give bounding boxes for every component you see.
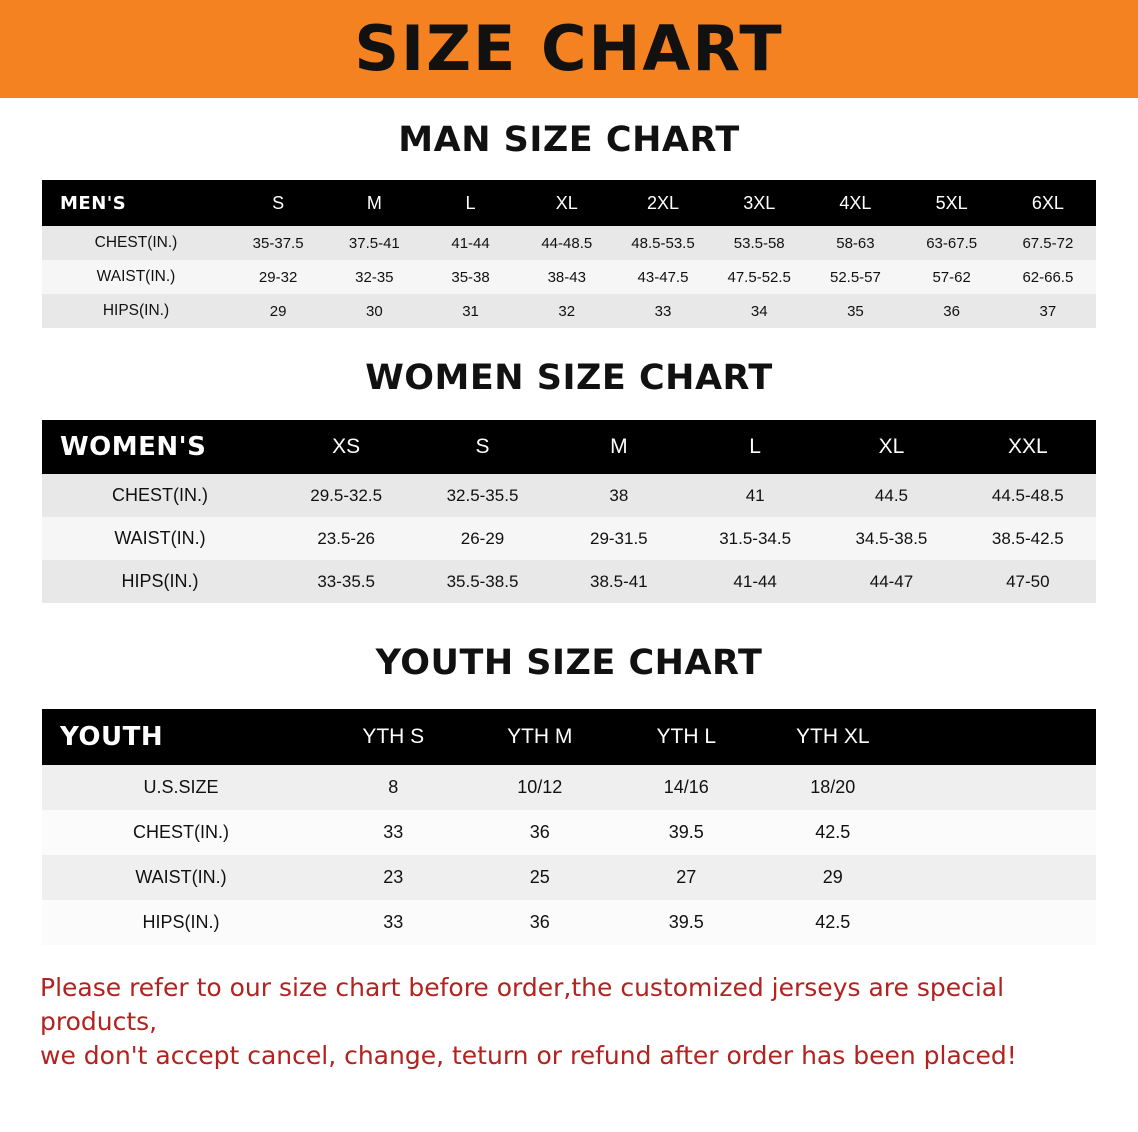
cell-empty: [906, 810, 1096, 855]
youth-section-heading: YOUTH SIZE CHART: [375, 643, 763, 683]
cell: 14/16: [613, 765, 760, 810]
women-table-wrapper: [42, 420, 1096, 603]
cell: 44-48.5: [519, 226, 615, 260]
cell: 58-63: [807, 226, 903, 260]
table-row: [42, 810, 1096, 855]
table-row: [42, 260, 1096, 294]
youth-table-body: [42, 765, 1096, 945]
man-section-heading: MAN SIZE CHART: [398, 120, 740, 160]
table-header-row: [42, 180, 1096, 226]
row-label: HIPS(IN.): [42, 560, 278, 603]
row-label: CHEST(IN.): [42, 226, 230, 260]
cell: 44.5-48.5: [960, 474, 1096, 517]
table-row: [42, 517, 1096, 560]
cell: 44-47: [823, 560, 959, 603]
cell-empty: [906, 855, 1096, 900]
cell: 48.5-53.5: [615, 226, 711, 260]
cell: 37: [1000, 294, 1096, 328]
cell: 35-37.5: [230, 226, 326, 260]
cell: 38.5-41: [551, 560, 687, 603]
cell: 32: [519, 294, 615, 328]
cell: 41-44: [687, 560, 823, 603]
table-header-row: [42, 420, 1096, 474]
cell: 36: [467, 810, 614, 855]
cell: 33-35.5: [278, 560, 414, 603]
man-col-header: L: [422, 180, 518, 226]
women-table-head: [42, 420, 1096, 474]
cell: 52.5-57: [807, 260, 903, 294]
cell: 29: [230, 294, 326, 328]
cell: 25: [467, 855, 614, 900]
cell: 32-35: [326, 260, 422, 294]
women-col-header: L: [687, 420, 823, 474]
man-col-header: 3XL: [711, 180, 807, 226]
man-col-header: XL: [519, 180, 615, 226]
youth-col-header: YTH XL: [760, 709, 907, 765]
cell: 41: [687, 474, 823, 517]
youth-col-header: YTH S: [320, 709, 467, 765]
table-row: [42, 765, 1096, 810]
cell: 41-44: [422, 226, 518, 260]
row-label: HIPS(IN.): [42, 294, 230, 328]
women-col-header: XS: [278, 420, 414, 474]
cell: 32.5-35.5: [414, 474, 550, 517]
disclaimer-line-1: Please refer to our size chart before order,the customized jerseys are special products,: [40, 973, 1005, 1036]
cell: 35.5-38.5: [414, 560, 550, 603]
table-row: [42, 560, 1096, 603]
cell: 63-67.5: [904, 226, 1000, 260]
page-title: SIZE CHART: [354, 12, 784, 85]
youth-size-table: [42, 709, 1096, 945]
cell: 36: [467, 900, 614, 945]
women-col-header: XL: [823, 420, 959, 474]
man-col-header: 6XL: [1000, 180, 1096, 226]
man-table-body: [42, 226, 1096, 328]
cell: 33: [615, 294, 711, 328]
cell: 35: [807, 294, 903, 328]
cell: 42.5: [760, 810, 907, 855]
cell: 39.5: [613, 810, 760, 855]
cell: 35-38: [422, 260, 518, 294]
women-col-header: S: [414, 420, 550, 474]
cell: 47.5-52.5: [711, 260, 807, 294]
women-table-body: [42, 474, 1096, 603]
man-col-header: M: [326, 180, 422, 226]
women-col-header: M: [551, 420, 687, 474]
cell: 44.5: [823, 474, 959, 517]
man-col-header: 4XL: [807, 180, 903, 226]
row-label: WAIST(IN.): [42, 260, 230, 294]
row-label: CHEST(IN.): [42, 810, 320, 855]
row-label: WAIST(IN.): [42, 517, 278, 560]
cell: 23: [320, 855, 467, 900]
row-label: U.S.SIZE: [42, 765, 320, 810]
disclaimer-line-2: we don't accept cancel, change, teturn or refund after order has been placed!: [40, 1040, 1017, 1070]
row-label: CHEST(IN.): [42, 474, 278, 517]
cell: 34: [711, 294, 807, 328]
cell: 33: [320, 900, 467, 945]
cell: 38.5-42.5: [960, 517, 1096, 560]
man-table-wrapper: [42, 180, 1096, 328]
cell-empty: [906, 765, 1096, 810]
women-col-header: XXL: [960, 420, 1096, 474]
table-row: [42, 294, 1096, 328]
cell: 62-66.5: [1000, 260, 1096, 294]
cell: 33: [320, 810, 467, 855]
women-size-table: [42, 420, 1096, 603]
cell: 39.5: [613, 900, 760, 945]
man-col-header: 2XL: [615, 180, 711, 226]
cell: 23.5-26: [278, 517, 414, 560]
cell: 29-32: [230, 260, 326, 294]
youth-table-wrapper: [42, 709, 1096, 945]
cell: 29.5-32.5: [278, 474, 414, 517]
cell: 67.5-72: [1000, 226, 1096, 260]
cell: 36: [904, 294, 1000, 328]
cell: 53.5-58: [711, 226, 807, 260]
women-corner-label: WOMEN'S: [42, 420, 278, 474]
cell: 31.5-34.5: [687, 517, 823, 560]
cell: 26-29: [414, 517, 550, 560]
cell: 29-31.5: [551, 517, 687, 560]
cell: 30: [326, 294, 422, 328]
cell: 8: [320, 765, 467, 810]
table-row: [42, 474, 1096, 517]
cell: 34.5-38.5: [823, 517, 959, 560]
table-row: [42, 855, 1096, 900]
man-table-head: [42, 180, 1096, 226]
youth-col-header: YTH L: [613, 709, 760, 765]
cell: 31: [422, 294, 518, 328]
man-col-header: 5XL: [904, 180, 1000, 226]
cell: 57-62: [904, 260, 1000, 294]
youth-table-head: [42, 709, 1096, 765]
youth-col-header: YTH M: [467, 709, 614, 765]
man-col-header: S: [230, 180, 326, 226]
row-label: HIPS(IN.): [42, 900, 320, 945]
cell: 47-50: [960, 560, 1096, 603]
cell: 10/12: [467, 765, 614, 810]
table-header-row: [42, 709, 1096, 765]
cell: 38: [551, 474, 687, 517]
women-section-heading: WOMEN SIZE CHART: [365, 358, 773, 398]
cell: 27: [613, 855, 760, 900]
cell: 29: [760, 855, 907, 900]
youth-col-header-empty: [906, 709, 1096, 765]
man-corner-label: MEN'S: [42, 180, 230, 226]
disclaimer-note: [40, 971, 1098, 1072]
cell: 38-43: [519, 260, 615, 294]
cell: 18/20: [760, 765, 907, 810]
youth-corner-label: YOUTH: [42, 709, 320, 765]
cell: 37.5-41: [326, 226, 422, 260]
cell-empty: [906, 900, 1096, 945]
cell: 43-47.5: [615, 260, 711, 294]
table-row: [42, 900, 1096, 945]
banner: [0, 0, 1138, 98]
cell: 42.5: [760, 900, 907, 945]
row-label: WAIST(IN.): [42, 855, 320, 900]
table-row: [42, 226, 1096, 260]
man-size-table: [42, 180, 1096, 328]
